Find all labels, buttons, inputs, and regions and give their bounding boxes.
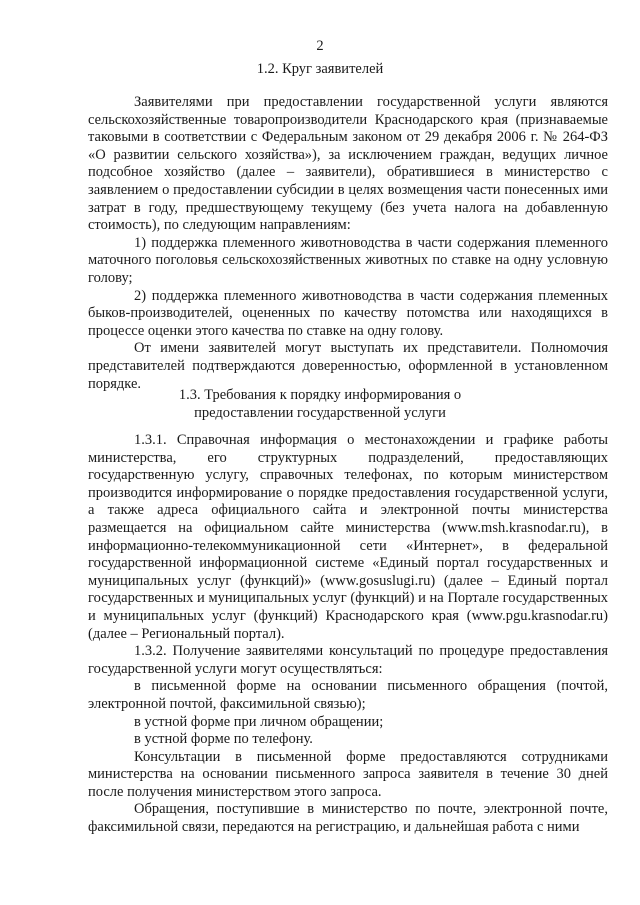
paragraph: в устной форме по телефону. xyxy=(134,731,313,748)
paragraph: 1.3.1. Справочная информация о местонахождении и графике работы министерства, его структурных подразделений, предоставляющих государственную услугу, справочных телефонах, по которым министерством производится информирование о порядке предоставления государственной услуги, а также адреса официального сайта и электронной почты министерства размещается на официальном сайте министерства (www.msh.krasnodar.ru), в информационно-телекоммуникационной сети «Интернет», в федеральной государственной информационной системе «Единый портал государственных и муниципальных услуг (функций)» (www.gosuslugi.ru) (далее – Единый портал государственных и муниципальных услуг (функций) и на Портале государственных и муниципальных услуг (функций) Краснодарского края (www.pgu.krasnodar.ru) (далее – Региональный портал). xyxy=(88,432,608,642)
page-number: 2 xyxy=(316,38,324,54)
paragraph: Обращения, поступившие в министерство по почте, электронной почте, факсимильной связи, передаются на регистрацию, и дальнейшая работа с ними xyxy=(88,801,608,836)
section-heading-line: 1.3. Требования к порядку информирования о xyxy=(178,387,462,403)
section-1-3-body xyxy=(88,432,608,837)
paragraph: в устной форме при личном обращении; xyxy=(134,713,384,730)
section-1-2-body xyxy=(88,94,608,393)
section-heading-line: предоставлении государственной услуги xyxy=(194,405,446,421)
paragraph: От имени заявителей могут выступать их представители. Полномочия представителей подтверждаются доверенностью, оформленной в установленном порядке. xyxy=(88,340,608,392)
paragraph: Заявителями при предоставлении государственной услуги являются сельскохозяйственные товаропроизводители Краснодарского края (признаваемые таковыми в соответствии с Федеральным законом от 29 декабря 2006 г. № 264-ФЗ «О развитии сельского хозяйства»), за исключением граждан, ведущих личное подсобное хозяйство (далее – заявители), обратившиеся в министерство с заявлением о предоставлении субсидии в целях возмещения части понесенных ими затрат в году, предшествующему текущему (без учета налога на добавленную стоимость), по следующим направлениям: xyxy=(88,94,608,234)
paragraph: Консультации в письменной форме предоставляются сотрудниками министерства на основании письменного запроса заявителя в течение 30 дней после получения министерством этого запроса. xyxy=(88,748,608,800)
section-heading-1-2: 1.2. Круг заявителей xyxy=(256,61,384,77)
paragraph: в письменной форме на основании письменного обращения (почтой, электронной почтой, факсимильной связью); xyxy=(88,678,608,712)
section-heading-1-3 xyxy=(0,386,640,422)
paragraph: 1) поддержка племенного животноводства в части содержания племенного маточного поголовья сельскохозяйственных животных по ставке на одну условную голову; xyxy=(88,234,608,286)
paragraph: 1.3.2. Получение заявителями консультаций по процедуре предоставления государственной услуги могут осуществляться: xyxy=(88,643,608,677)
paragraph: 2) поддержка племенного животноводства в части содержания племенных быков-производителей, оцененных по качеству потомства или находящихся в процессе оценки этого качества по ставке на одну голову. xyxy=(88,287,608,339)
